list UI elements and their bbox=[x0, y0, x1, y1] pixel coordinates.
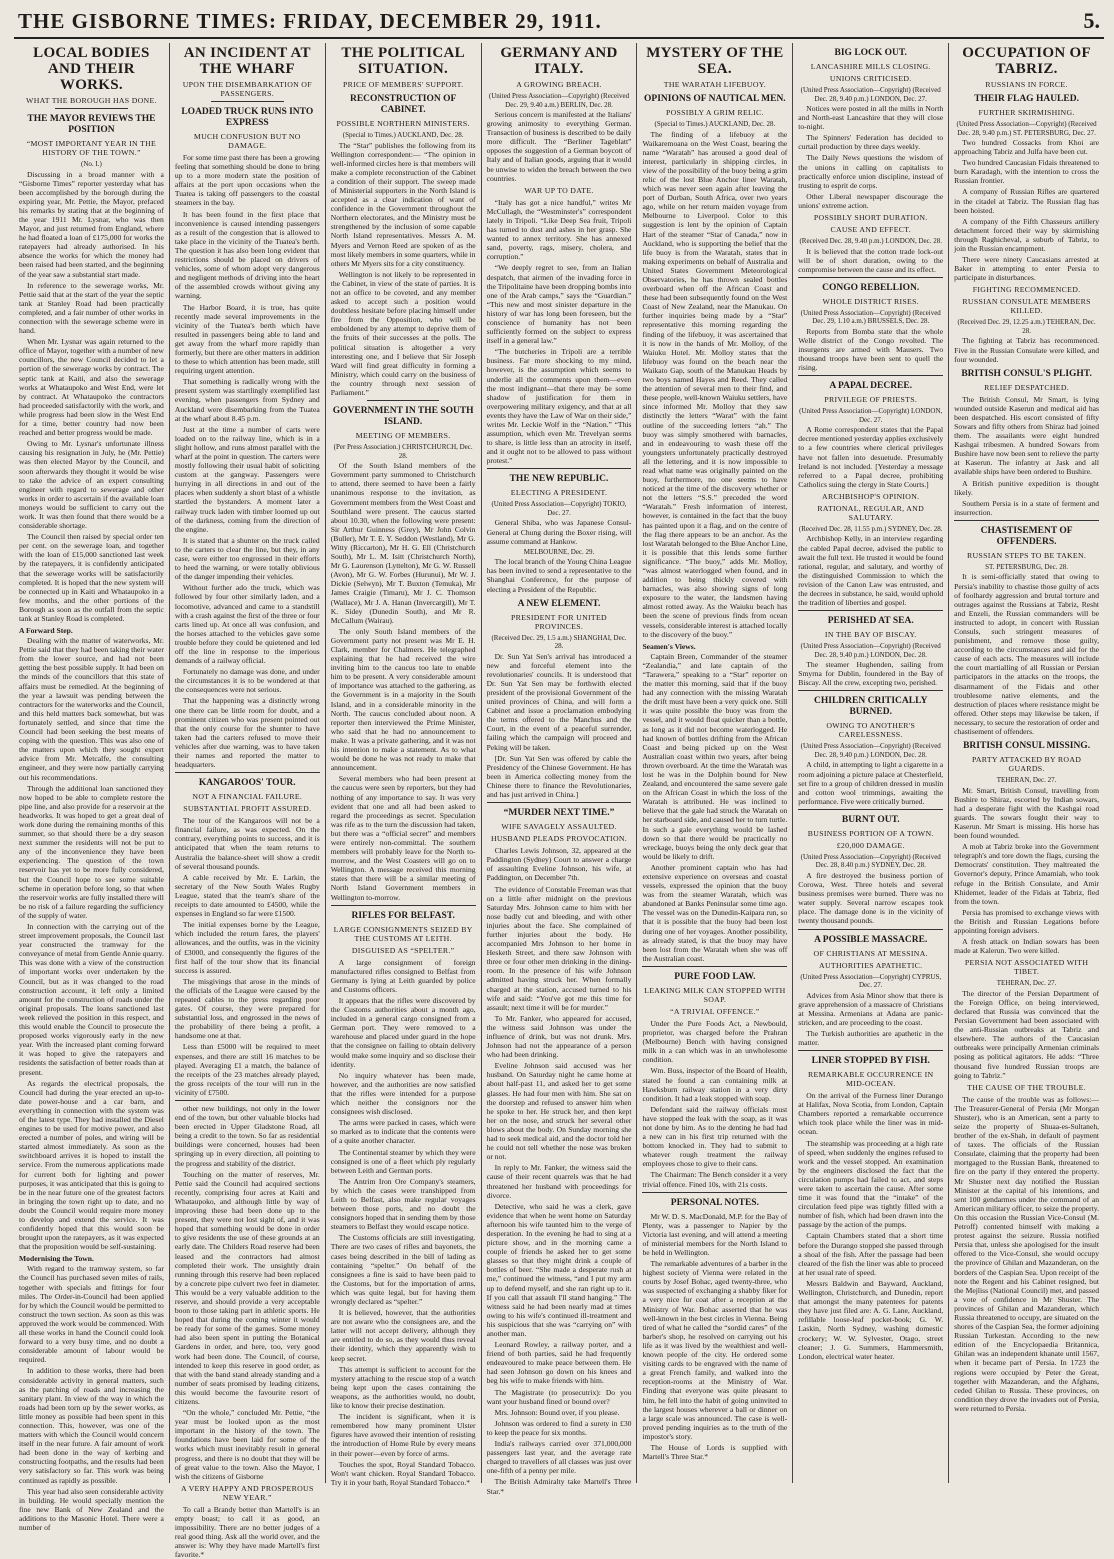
paragraph: “We deeply regret to see, from an Italian despatch, that airmen of the invading force in the Tripolitaine have been dropping bombs into one of the Arab camps,” says the “Guardian.” “This new and most sinister departure in the history of war has long been foreseen, but the conscience of humanity has not been sufficiently formed on the subject to express itself in a general law.” bbox=[486, 263, 632, 346]
paragraph: The British Consul, Mr Smart, is lying wounded outside Kaserun and medical aid has been despatched. His escort consisted of fifty Sowars and fifty others from Shiraz had joined them. The assailants were eight hundred Kashgai tribesmen. A hundred Sowars from Bushire have now been sent to relieve the party at Kaserun. The infantry at Jask and all available ships have been ordered to Bushire. bbox=[954, 394, 1100, 477]
subheadline: LINER STOPPED BY FISH. bbox=[811, 1056, 930, 1067]
subheadline: CHILDREN CRITICALLY BURNED. bbox=[814, 696, 928, 718]
paragraph: Archbishop Kelly, in an interview regarding the cabled Papal decree, advised the public to await the full text. He trusted it would be found rational, regular, and salutary, and worthy of the distinguished Commission to which the revision of the Canon Law was entrusted, and the decrees in substance, he said, would uphold the tradition of liberties and gospel. bbox=[798, 534, 944, 608]
paragraph: The tour of the Kangaroos will not be a financial failure, as was expected. On the contrary, everything points to success, and it is anticipated that when the team returns to Australia the balance-sheet will show a credit of several thousand pounds. bbox=[174, 816, 320, 871]
paragraph: The Continental steamer by which they were consigned is one of a fleet which ply regularly between Leith and German ports. bbox=[330, 1147, 476, 1175]
column-4 bbox=[482, 43, 638, 1496]
paragraph: It is semi-officially stated that owing to Persia's inability to chastise those guilty of acts of foolhardy aggression and brutal torture and outrages against the Russians at Tabriz, Resht and Enzeli, the Russian commanders will be instructed to adopt, in concert with Russian Consuls, such stringent measures of punishment, and remove those guilty, according to the circumstances and aid for the cause of each acts. The measures will include the court martialling of all Russian or Persian participators in the attacks on the troops, the disarmament of the Fidais and other troublesome native elements, and the destruction of places where resistance might be offered. Other steps may likewise be taken, if necessary, to secure the restoration of order and chastisement of offenders. bbox=[954, 572, 1100, 736]
subheading: “A TRIVIAL OFFENCE.” bbox=[670, 1006, 760, 1016]
subheadline: CHASTISEMENT OF OFFENDERS. bbox=[980, 525, 1073, 547]
paragraph: No inquiry whatever has been made, however, and the authorities are now satisfied that the rifles were intended for a purpose which neither the consignors nor the consignees wish disclosed. bbox=[330, 1070, 476, 1117]
section-heading: A Forward Step. bbox=[19, 626, 73, 636]
paragraph: The local branch of the Young China League has been invited to send a representative to the Shanghai Conference, for the purpose of electing a President of the Republic. bbox=[486, 557, 632, 594]
subheading: PERSIA NOT ASSOCIATED WITH TIBET. bbox=[964, 958, 1089, 977]
paragraph: On the arrival of the Furness liner Durango at Halifax, Nova Scotia, from London, Captain Chambers reported a remarkable occurrence which took place while the liner was in mid-ocean. bbox=[798, 1091, 944, 1137]
paragraph: Captain Chambers stated that a short time before the Durango stopped she passed through a shoal of the fish. After the passage had been cleared of the fish the liner was able to proceed at her usual rate of speed. bbox=[798, 1231, 944, 1277]
subheading: RATIONAL, REGULAR, AND SALUTARY. bbox=[817, 503, 925, 522]
paragraph: A company of the Fifth Chasseurs artillery detachment forced their way by skirmishing through Raghicheval, a suburb of Tabriz, to join the Russian encampment. bbox=[954, 216, 1100, 254]
paragraph: General Shiba, who was Japanese Consul-General at Chung during the Boxer rising, will assume command at Hankow. bbox=[486, 518, 632, 546]
subheading: WHOLE DISTRICT RISES. bbox=[822, 296, 919, 306]
paragraph: A mob at Tabriz broke into the Government telegraph's and tore down the flags, cursing the Democrats' constitution. They maltreated the Governor's deputy, Prince Amamiah, who took refuge in the British Consulate, and Amir Khidemet, leader of the Fidais at Tabriz, fled from the town. bbox=[954, 842, 1100, 906]
subheading: POSSIBLY SHORT DURATION. bbox=[813, 213, 928, 223]
column-6 bbox=[793, 43, 949, 1483]
divider bbox=[175, 1100, 320, 1101]
subheadline: THE NEW REPUBLIC. bbox=[509, 474, 609, 485]
subheading: ARCHBISHOP'S OPINION. bbox=[822, 491, 920, 501]
paragraph: The Chairman: The Bench consider it a very trivial offence. Fined 10s, with 21s costs. bbox=[642, 1170, 788, 1189]
dateline: (Received Dec. 29, 12.25 a.m.) TEHERAN, Dec. 28. bbox=[957, 318, 1096, 335]
dateline: (United Press Association—Copyright) (Received Dec. 28, 8.40 p.m.) SYDNEY, Dec. 28. bbox=[800, 852, 941, 870]
subheadline: BURNT OUT. bbox=[841, 814, 900, 825]
paragraph: The Customs officials are still investigating. There are two cases of rifles and bayonets, the cases being described in the bill of lading as containing “spelter.” On behalf of the consignees a fine is said to have been paid to the Customs, but for the importation of arms, which was quite legal, but for having them wrongly declared as “spelter.” bbox=[330, 1233, 476, 1306]
paragraph: When Mr. Lysnar was again returned to the office of Mayor, together with a number of new councillors, the new Council decided to let a portion of the sewerage works by contract. The septic tank at Kaiti, and also the sewerage works at Whataupoko and West End, were let by contract. At Whataupoko the contractors had proceeded satisfactorily with the work, and while progress had been slow in the West End for a time, better country had now been reached and better progress would be made. bbox=[19, 337, 164, 438]
paragraph: Without further ado the truck, which was followed by four other similarly laden, and a locomotive, advanced and came to a standstill with a crash against the first of the three or four carts lined up. At once all was confusion, and the horses attached to the vehicles gave some trouble before they could be quietened and led off the line in response to the imperious demands of a railway official. bbox=[174, 583, 320, 666]
paragraph: Southern Persia is in a state of ferment and insurrection. bbox=[954, 498, 1100, 517]
paragraph: This year had also seen considerable activity in building. He would specially mention the fine new Bank of New Zealand and the additions to the Masonic Hotel. There were a number of bbox=[19, 1486, 164, 1532]
paragraph: The Spinners' Federation has decided to curtail production by three days weekly. bbox=[798, 133, 944, 152]
paragraph: The evidence of Constable Freeman was that on a little after midnight on the previous Saturday Mrs. Johnson came to him with her nose badly cut and bleeding, and with other injuries about the face. She complained of further injuries about the body. He accompanied Mrs Johnson to her home in Hesketh Street, and there saw Johnson with three or four other men drinking in the dining-room. In the presence of his wife Johnson admitted having struck her. When formally charged at the station, accused turned to his wife and said: “You've got me this time for assault; next time it will be for murder.” bbox=[486, 884, 632, 1012]
subheading: FURTHER SKIRMISHING. bbox=[978, 108, 1075, 117]
subheadline: PERSONAL NOTES. bbox=[670, 1197, 759, 1208]
paragraph: “The butcheries in Tripoli are a terrible business. Far more shocking to my mind, however, is the assumption which seems to underlie all the comments upon them—even the most indignant—that there may be some shadow of justification for them in overpowering military exigency, and that at all events they have the Law of War on their side,” writes Mr. Leckie Wolf in the “Nation.” “This assumption, which even Mr. Trevelyan seems to share, is little less than an atrocity in itself, and it ought not to be allowed to pass without protest.” bbox=[486, 347, 632, 466]
subheading: MUCH CONFUSION BUT NO DAMAGE. bbox=[193, 132, 301, 150]
paragraph: Leonard Rowley, a railway porter, and a friend of both parties, said he had frequently endeavoured to make peace between them. He had seen Johnson go down on his knees and beg his wife to make friends with him. bbox=[486, 1340, 632, 1386]
subheading: PRICE OF MEMBERS' SUPPORT. bbox=[342, 80, 464, 89]
subheading: AUTHORITIES APATHETIC. bbox=[819, 960, 923, 970]
paragraph: A Rome correspondent states that the Papal decree mentioned yesterday applies exclusively to a few countries where clerical privileges have not fallen into desuetude. Presumably Ireland is not included. [Yesterday a message referred to a Papal decree, prohibiting Catholics suing the clergy in State Courts.] bbox=[798, 425, 944, 489]
subheadline: BRITISH CONSUL'S PLIGHT. bbox=[961, 368, 1092, 379]
paragraph: The Antrim Iron Ore Company's steamers, by which the cases were transhipped from Leith to Belfast, also make regular voyages between those ports, and no doubt the consignors hoped that in sending them by those steamers to Belfast they would escape notice. bbox=[330, 1176, 476, 1232]
paragraph: Defendant said the railway officials must have stopped the leak with the soap, as it was not done by him. As to the denting he had had a new can in his first trip returned with the bottom knocked in. They had to submit to whatever rough treatment the railway employees chose to give to their cans. bbox=[642, 1104, 788, 1169]
subheading: FIGHTING RECOMMENCED. bbox=[972, 285, 1081, 295]
column-1 bbox=[14, 43, 170, 1532]
subheadline: BIG LOCK OUT. bbox=[834, 48, 907, 58]
headline: THE POLITICAL SITUATION. bbox=[341, 45, 465, 77]
subheading: THE CAUSE OF THE TROUBLE. bbox=[967, 1082, 1086, 1092]
paragraph: Under the Pure Foods Act, a Newbould, proprietor, was charged before the Prahran (Melbourne) Bench with having consigned milk in a can which was in an unwholesome condition. bbox=[642, 1018, 788, 1065]
dateline: (Received Dec. 28, 11.55 p.m.) SYDNEY, Dec. 28. bbox=[798, 524, 943, 533]
dateline: (United Press Association—Copyright) (Received Dec. 28, 9.40 p.m.) LONDON, Dec. 28. bbox=[800, 742, 941, 759]
paragraph: The Council then raised by special order ten per cent. on the sewerage loan, and together with the loan of £15,000 sanctioned last week by the ratepayers, it is confidently anticipated that the sewerage works will be satisfactorily completed. It is hoped that the new system will be connected up in Kaiti and Whataupoko in a few months, and the other portions of the Borough as soon as the outfall from the septic tank at Stanley Road is completed. bbox=[19, 532, 164, 623]
paragraph: Serious concern is manifested at the Italians' growing animosity to everything German. Transaction of business is described to be daily more difficult. The “Berliner Tageblatt” opposes the suggestion of a German boycott of Italy and of Italian goods, arguing that it would be unwise to widen the breach between the two countries. bbox=[486, 110, 632, 183]
paragraph: The misgivings that arose in the minds of the officials of the League were caused by the repeated cables to the press regarding poor gates. Of course, they were prepared for substantial loss, and engrossed in the news of the probability of there being a profit, a handsome one at that. bbox=[174, 976, 320, 1041]
column-5 bbox=[637, 43, 793, 1483]
paragraph: The director of the Persian Department of the Foreign Office, on being interviewed, declared that Russia was convinced that the Persian Government had been associated with the anti-Russian outbreaks at Tabriz and elsewhere. The authors of the Caucasian outbreaks were principally Armenian criminals posing as political agitators. He adds: “Three thousand five hundred Russian troops are going to Tabriz.” bbox=[954, 988, 1100, 1080]
subheading: PRIVILEGE OF PRIESTS. bbox=[824, 395, 918, 405]
subheadline: RECONSTRUCTION OF CABINET. bbox=[349, 94, 457, 115]
paragraph: Mr W. D. S. MacDonald, M.P. for the Bay of Plenty, was a passenger to Napier by the Victoria last evening, and will attend a meeting of ministerial members for the North Island to be held in Wellington. bbox=[642, 1211, 788, 1257]
dateline: (United Press Association—Copyright) (Received Dec. 28, 9.40 p.m.) LONDON, Dec. 28. bbox=[800, 642, 941, 659]
paragraph: [Dr. Sun Yat Sen was offered by cable the Presidency of the Chinese Government. He has been in America collecting money from the Chinese there to finance the Revolutionaries, and has just arrived in China.] bbox=[486, 753, 632, 800]
subheadline: KANGAROOS' TOUR. bbox=[198, 778, 296, 789]
subheadline: THE MAYOR REVIEWS THE POSITION bbox=[27, 114, 156, 135]
subheading: RUSSIANS IN FORCE. bbox=[985, 80, 1068, 89]
column-2 bbox=[170, 43, 326, 1559]
subheading: A GROWING BREACH. bbox=[516, 80, 602, 89]
paragraph: The Turkish authorities are apathetic in the matter. bbox=[798, 1028, 944, 1047]
paragraph: Less than £5000 will be required to meet expenses, and there are still 16 matches to be played. Averaging £1 a match, the balance of the receipts of the 23 matches already played, the gross receipts of the tour will run in the vicinity of £7500. bbox=[174, 1042, 320, 1097]
paragraph: Two hundred Cossacks from Khoi are approaching Tabriz and Julfa have been cut. bbox=[954, 138, 1100, 157]
paragraph: In connection with the carrying out of the street improvement proposals, the Council last year constructed the tramway for the conveyance of metal from Gentle Annie quarry. This was done with a view of the construction of important works over undertaken by the Council, but as it was changed to the road construction account, it left only a limited amount for the construction of roads under the original proposals. The loans sanctioned last week relieved the position in this respect, and this would enable the Council to prosecute the proposed works vigorously early in the new year. With the increased plant coming forward it was hoped to give the ratepayers and residents the satisfaction of better roads than at present. bbox=[19, 922, 164, 1077]
paragraph: Several members who had been present at the caucus were seen by reporters, but they had nothing of any importance to say. It was very evident that one and all had been asked to regard the proceedings as secret. Speculation was rife as to the turn the discussion had taken, but there was a “official secret” and members were entirely non-committal. The southern members will probably leave for the North to-morrow, and the West Coasters will go on to Wellington. A message received this morning states that there will be a similar meeting of North Island Government members in Wellington to-morrow. bbox=[330, 774, 476, 902]
paragraph: Fortunately no damage was done, and under the circumstances it is to be wondered at that the consequences were not serious. bbox=[174, 667, 320, 695]
subheading: OWING TO ANOTHER'S CARELESSNESS. bbox=[826, 721, 916, 740]
paragraph: As regards the electrical proposals, the Council had during the year erected an up-to-date power-house and a car barn, and everything in connection with the system was of the latest type. They had installed the Diesel engines to be used for motive power, and also erected a number of poles, and wiring will be started almost immediately. As soon as the switchboard arrives it is hoped to install the service. From the numerous applications made for current both for lighting and power purposes, it was anticipated that this is going to be in the near future one of the greatest factors in bringing the town right up to date, and no doubt the Council would require more money to develop and extend the service. It was confidently hoped that this would soon be brought upon the ratepayers, as it was expected that the proposition would be self-sustaining. bbox=[19, 1078, 164, 1252]
page-number: 5. bbox=[1083, 8, 1100, 33]
divider bbox=[331, 905, 476, 906]
paragraph: It appears that the rifles were discovered by the Customs authorities about a month ago, included in a general cargo consigned from a German port. They were removed to a warehouse and placed under guard in the hope that the consignee on failing to obtain delivery would make some inquiry and so disclose their identity. bbox=[330, 996, 476, 1069]
paragraph: Another prominent captain who has had extensive experience on overseas and coastal vessels, expressed the opinion that the buoy was from the steamer Waratah, which was abandoned at Banks Peninsular some time ago. The vessel was on the Dunedin-Kaipara run, so that it is possible that the buoy had been lost during one of her voyages. Another possibility, as already stated, is that the buoy may have been lost from the Waratah when she was off the Australian coast. bbox=[642, 862, 788, 963]
paragraph: India's railways carried over 371,000,000 passengers last year, and the average rate charged to travellers of all classes was just over one-fifth of a penny per mile. bbox=[486, 1439, 632, 1476]
paragraph: A fresh attack on Indian sowars has been made at Kalerun. Two were killed. bbox=[954, 937, 1100, 956]
paragraph: Eveline Johnson said accused was her husband. On Saturday night he came home at about half-past 11, and asked her to get some glasses. He had four men with him. She sat on the doorstep and refused to answer him when he spoke to her. He struck her, and then kept her on the nose, and struck her several other blows about the body. On Sunday morning she had to seek medical aid, and the doctor told her he could not tell whether the nose was broken or not. bbox=[486, 1061, 632, 1162]
subheading: POSSIBLY A GRIM RELIC. bbox=[665, 108, 764, 117]
paragraph: Two hundred Caucasian Fidais threatened to burn Karadagh, with the intention to cross the Russian frontier. bbox=[954, 158, 1100, 186]
paragraph: Dr. Sun Yat Sen's arrival has introduced a new and forceful element into the revolutionaries' councils. It is understood that Dr. Sun Yat Sen may be forthwith elected president of the provisional Government of the united provinces of China, and will form a Cabinet and issue a proclamation embodying the terms offered to the Manchus and the Court, in the event of a peaceful surrender, failing which the campaign will proceed and Peking will be taken. bbox=[486, 651, 632, 752]
paragraph: Wellington is not likely to be represented in the Cabinet, in view of the state of parties. It is not an office to be coveted, and any member asked to accept such a position would doubtless hesitate before placing himself under fire from the Opposition, who will be emboldened by any attempt to deprive them of the fruits of their successes at the polls. The political situation is altogether a very interesting one, and I believe that Sir Joseph Ward will find great difficulty in forming a Ministry, which could carry on the business of the country through next session of Parliament.” bbox=[330, 269, 476, 398]
subheading: UPON THE DISEMBARKATION OF PASSENGERS. bbox=[182, 80, 312, 98]
subheading: SUBSTANTIAL PROFIT ASSURED. bbox=[183, 804, 312, 814]
subheadline: OPINIONS OF NAUTICAL MEN. bbox=[644, 94, 786, 104]
subheading: ELECTING A PRESIDENT. bbox=[510, 488, 608, 498]
paragraph: Reports from Bomba state that the whole Welle district of the Congo revolted. The insurgents are armed with Mausers. Two thousand troops have been sent to quell the rising. bbox=[798, 326, 944, 373]
divider bbox=[642, 966, 787, 967]
paragraph: A British punitive expedition is thought likely. bbox=[954, 478, 1100, 497]
subheadline: GOVERNMENT IN THE SOUTH ISLAND. bbox=[332, 406, 474, 428]
paragraph: The Magistrate (to prosecutrix): Do you want your husband fined or bound over? bbox=[486, 1387, 632, 1406]
paragraph: Detective, who said he was a clerk, gave evidence that when he went home on Saturday afternoon his wife taunted him to the verge of desperation. In the evening he had to sing at a picture show, and in the morning came a couple of friends he asked her to get some glasses so that they might drink a couple of bottles of beer. “She made a desperate rush at me,” continued the witness, “and I put my arm up to defend myself, and she ran right up to it. If you call that assault I'll stand hanging.” The witness said he had been nearly mad at times owing to his wife's continued ill-treatment and his suspicious that she was “carrying on” with another man. bbox=[486, 1201, 632, 1338]
paragraph: It is believed, however, that the authorities are not aware who the consignees are, and the latter will not accept delivery, although they are entitled to do so, as they would thus reveal their identity, which they apparently wish to keep secret. bbox=[330, 1308, 476, 1363]
divider bbox=[954, 520, 1099, 521]
paragraph: The Daily News questions the wisdom of the unions in calling on capitalists to practically enforce union discipline, instead of trusting to esprit de corps. bbox=[798, 153, 944, 190]
paragraph: “Italy has got a nice handful,” writes Mr McCullagh, the “Westminster's” correspondent lately in Tripoli. “Like Deep Sea fruit, Tripoli has turned to dust and ashes in her grasp. She wanted to annex territory. She has annexed sand, poverty, rags, misery, cholera, and corruption.” bbox=[486, 197, 632, 262]
dateline: (Special to Times.) AUCKLAND, Dec. 28. bbox=[342, 131, 464, 139]
divider bbox=[211, 101, 283, 102]
divider bbox=[487, 802, 632, 803]
dateline: ST. PETERSBURG, Dec. 28. bbox=[985, 562, 1069, 571]
dateline: (Special to Times.) AUCKLAND, Dec. 28. bbox=[654, 120, 776, 128]
headline: OCCUPATION OF TABRIZ. bbox=[962, 45, 1091, 77]
dateline: TEHERAN, Dec. 27. bbox=[996, 979, 1057, 988]
section-heading: Seamen's Views. bbox=[642, 641, 696, 651]
paragraph: With regard to the tramway system, so far the Council has purchased seven miles of rails, together with specials and fittings for four miles. The Order-in-Council had been applied for by which the Council would be permitted to construct the town section. As soon as this was approved the work would be commenced. With all these works in hand the Council could look forward to a very busy time, and no doubt a considerable amount of labour would be required. bbox=[19, 1264, 164, 1365]
subheading: NOT A FINANCIAL FAILURE. bbox=[192, 792, 303, 802]
paragraph: other new buildings, not only in the lower end of the town, but other valuable blocks had been erected in Upper Gladstone Road, all being a credit to the town. So far as residential buildings were concerned, houses had been springing up in every direction, all pointing to the progress and stability of the district. bbox=[174, 1104, 320, 1168]
divider bbox=[798, 610, 943, 611]
subheading: RUSSIAN CONSULATE MEMBERS KILLED. bbox=[962, 297, 1091, 316]
subheadline: A NEW ELEMENT. bbox=[517, 598, 601, 609]
dateline: (United Press Association—Copyright) (Received Dec. 28, 9.40 p.m.) ST. PETERSBURG, Dec. 27. bbox=[956, 120, 1097, 137]
paragraph: Mrs. Johnson: Bound over, if you please. bbox=[494, 1407, 620, 1417]
advertisement: Touches the spot, Royal Standard Tobacco. Won't want chicken. Royal Standard Tobacco. Try it in your bath, Royal Standard Tobacco.* bbox=[330, 1459, 476, 1487]
headline: GERMANY AND ITALY. bbox=[500, 45, 618, 77]
paragraph: To Mr. Fanker, who appeared for accused, the witness said Johnson was under the influence of drink, but was not drunk. Mrs. Johnson had not the appearance of a person who had been drinking. bbox=[486, 1013, 632, 1060]
paragraph: A child, in attempting to light a cigarette in a room adjoining a picture palace at Chesterfield, set fire to a group of children dressed in muslin and cotton wool trimmings, awaiting the performance. Five were critically burned. bbox=[798, 760, 944, 806]
paragraph: Messrs Baldwin and Bayward, Auckland, Wellington, Christchurch, and Dunedin, report that amongst the many patentees for patents they have just filed are: A. G. Lane, Auckland, refillable loose-leaf pocket-book; G. W. Laskin, North Sydney, washing domestic crockery; W. W. Sylvester, Otago, street cleaner; J. G. Summers, Hammersmith, London, electrical water heater. bbox=[798, 1278, 944, 1361]
dateline: (United Press Association—Copyright) (Received Dec. 28, 9.40 p.m.) LONDON, Dec. 27. bbox=[800, 86, 941, 103]
paragraph: It is stated that a shunter on the truck called to the carters to clear the line, but they, in any case, were either too engrossed in their efforts to heed the warning, or were totally oblivious of the danger impending their vehicles. bbox=[174, 535, 320, 582]
subheading: WAR UP TO DATE. bbox=[524, 185, 594, 195]
subheading: THE WARATAH LIFEBUOY. bbox=[663, 80, 766, 89]
subheading: IN THE BAY OF BISCAY. bbox=[824, 630, 917, 640]
paragraph: The incident is significant, when it is remembered how many prominent Ulster figures have avowed their intention of resisting the introduction of Home Rule by every means in their power—even by force of arms. bbox=[330, 1412, 476, 1458]
subheadline: A PAPAL DECREE. bbox=[829, 381, 913, 392]
paragraph: That something is radically wrong with the present system was startlingly exemplified last evening, when passengers from Sydney and Auckland were disembarking from the Tuatea at the wharf about 8.45 p.m. bbox=[174, 377, 320, 423]
subheading: REMARKABLE OCCURRENCE IN MID-OCEAN. bbox=[807, 1070, 934, 1089]
paragraph: In addition to these works, there had been considerable activity in general matters, such as the patching of roads and increasing the sanitary plant. In view of the way in which the roads had been torn up by the sewer works, as little money as possible had been spent in this connection. This, however, was one of the matters with which the Council would concern itself in the near future. A fair amount of work had been done in the way of kerbing and constructing footpaths, and the results had been very satisfactory so far. This work was being continued as rapidly as possible. bbox=[19, 1366, 164, 1485]
subheading: “MOST IMPORTANT YEAR IN THE HISTORY OF THE TOWN.” bbox=[26, 139, 157, 157]
paragraph: The cause of the trouble was as follows:—The Treasurer-General of Persia (Mr Morgan Shuster), who is an American, sent a party to seize the property of Shuaa-es-Sultaneh, brother of the ex-Shah, in default of payment of taxes. The officials of the Russian Consulate, claiming that the property had been mortgaged to the Russian Bank, threatened to fire on the party if they entered the property. Mr Shuster next day notified the Russian Minister at the capital of his intentions, and sent 100 gendarmes under the command of an American military officer, to seize the property. On this occasion the Russian Vice-Consul (M. Petroff) contented himself with making a protest against the seizure. Russia notified Persia that, unless she apologised for the insult offered to the Vice-Consul, she would occupy the province of Ghilan and Mazanderan, on the borders of the Caspian Sea. Upon receipt of the note the Regent and his Cabinet resigned, but the Mejliss (National Council) met, and passed a vote of confidence in Mr Shuster. The provinces of Ghilan and Mazanderan, which Russia threatened to occupy, are situated on the shores of the Caspian Sea, the former adjoining Russian Turkestan. According to the new edition of the Encyclopaedia Britannica, Ghilan was an independent khanate until 1567, when it became part of Persia. In 1723 the regions were occupied by Peter the Great, together with Mazanderan, and the Afghans, ceded Ghilan to Russia. These provinces, on condition they drove the invaders out of Persia, were returned to Persia. bbox=[954, 1094, 1100, 1413]
subheading: UNIONS CRITICISED. bbox=[829, 74, 912, 83]
paragraph: The fighting at Tabriz has recommenced. Five in the Russian Consulate were killed, and four wounded. bbox=[954, 336, 1100, 364]
divider bbox=[798, 929, 943, 930]
subheadline: “MURDER NEXT TIME.” bbox=[503, 808, 615, 819]
subheadline: BRITISH CONSUL MISSING. bbox=[963, 741, 1091, 752]
divider bbox=[487, 468, 632, 469]
subheadline: THEIR FLAG HAULED. bbox=[974, 94, 1079, 104]
part-number: (No. I.) bbox=[81, 160, 102, 168]
paragraph: It is believed that the cotton trade lock-out will be of short duration, owing to the compromise between the cause and its effect. bbox=[798, 246, 944, 274]
paragraph: The Harbor Board, it is true, has quite recently made several improvements in the vicinity of the Tuatea's berth which have resulted in passengers being able to land and get away from the wharf more rapidly than formerly, but there are other matters in addition to these to which attention has been made, still requiring urgent attention. bbox=[174, 302, 320, 376]
paragraph: The only South Island members of the Government party not present was Mr E. H. Clark, member for Chalmers. He telegraphed explaining that he had received the wire inviting him to the caucus too late to enable him to be present. A very considerable amount of importance was attached to the gathering, as the Government is in a majority in the South Island, and in a considerable minority in the North. The caucus concluded about noon. A reporter then interviewed the Prime Minister, who said that he had no announcement to make. It was a private gathering, and it was not his intention to make a statement. As to what would be done he was not ready to make that announcement. bbox=[330, 626, 476, 773]
dateline: (United Press Association—Copyright) CYPRUS, Dec. 27. bbox=[800, 972, 942, 989]
divider bbox=[798, 809, 943, 810]
divider bbox=[798, 690, 943, 691]
subheading: WHAT THE BOROUGH HAS DONE. bbox=[26, 96, 157, 105]
paragraph: Owing to Mr. Lysnar's unfortunate illness causing his resignation in July, he (Mr. Pettie) was then elected Mayor by the Council, and soon afterwards they thought it would be wise to take the advice of an expert consulting engineer with regard to sewerage and other works in order to ascertain if the available loan moneys would be sufficient to carry out the work. It was then found that there would be a considerable shortage. bbox=[19, 439, 164, 531]
subheading: PARTY ATTACKED BY ROAD GUARDS. bbox=[971, 755, 1082, 774]
advertisement: The House of Lords is supplied with Martell's Three Star.* bbox=[642, 1442, 788, 1462]
subheading: LEAKING MILK CAN STOPPED WITH SOAP. bbox=[644, 985, 786, 1004]
paragraph: Through the additional loan sanctioned they now hoped to be able to complete restore the pipe line, and also provide for a reservoir at the headworks. It was hoped to get a great deal of work done during the remaining months of this summer, so that should there be a dry season next summer the residents will not be put to any of the inconvenience they have been experiencing. The question of the town reservoir has yet to be more fully considered, but the Council hope to see some suitable scheme in operation before long, so that when the reservoir works are fully installed there will be no risk of a failure regarding the sufficiency of the supply of water. bbox=[19, 783, 164, 920]
paragraph: Johnson was ordered to find a surety in £30 to keep the peace for six months. bbox=[486, 1418, 632, 1437]
subheadline: LOADED TRUCK RUNS INTO EXPRESS bbox=[181, 107, 314, 128]
paragraph: This attempt is sufficient to account for the mystery attaching to the rescue stop of a watch being kept upon the cases containing the weapons, as the authorities would, no doubt, like to know their precise destination. bbox=[330, 1364, 476, 1411]
subheading: £20,000 DAMAGE. bbox=[836, 840, 905, 850]
paragraph: The steamer Hughenden, sailing from Smyrna for Dublin, foundered in the Bay of Biscay. All the crew, excepting two, perished. bbox=[798, 660, 944, 688]
paragraph: Persia has promised to exchange views with the British and Russian Legations before appointing foreign advisers. bbox=[954, 907, 1100, 935]
paragraph: Touching on the matter of reserves, Mr. Pettie said the Council had acquired sections recently, comprising four acres at Kaiti and Whataupoko, and although little by way of improving these had been done up to the present, they were not lost sight of, and it was hoped that something would be done in order to give residents the use of these grounds at an early date. The Childers Road reserve had been leased and the contractors had almost completed their work. The unsightly drain running through this reserve had been replaced by a concrete pipe culvert two feet in diameter. This would be a very valuable addition to the reserve, and should provide a very acceptable boon to those taking part in athletic sports. He hoped that during the coming winter it would be ready for some of the games. Some money had also been spent in putting the Botanical Gardens in order, and here, too, very good work had been done. The Council, of course, intended to keep this reserve in good order, as that with the band stand already standing and a number of seats promised by leading citizens, this would become the favourite resort of citizens. bbox=[174, 1169, 320, 1406]
divider bbox=[642, 1192, 787, 1193]
divider bbox=[798, 375, 943, 376]
paragraph: The arms were packed in cases, which were so marked as to indicate that the contents were of a quite another character. bbox=[330, 1118, 476, 1146]
subheading: BUSINESS PORTION OF A TOWN. bbox=[807, 828, 934, 838]
paragraph: In reply to Mr. Fanker, the witness said the cause of their recent quarrels was that he had threatened her husband with proceedings for divorce. bbox=[486, 1163, 632, 1200]
divider bbox=[798, 1050, 943, 1051]
dateline: (United Press Association—Copyright) LONDON, Dec. 27. bbox=[799, 407, 943, 424]
paragraph: It has been found in the first place that inconvenience is caused intending passengers as a result of the congestion that is allowed to take place in the vicinity of the Tuatea's berth. The question it has also been long evident that restrictions should be placed on drivers of vehicles, some of whom adopt very dangerous and negligent methods of driving into the heart of the assembled crowds without giving any warning. bbox=[174, 209, 320, 301]
section-heading: Modernising the Town. bbox=[19, 1254, 94, 1264]
advertisement: The British Admiralty take Martell's Three Star.* bbox=[486, 1477, 632, 1496]
paragraph: A company of Russian Rifles are quartered in the citadel at Tabriz. The Russian flag has been hoisted. bbox=[954, 187, 1100, 215]
subheading: WIFE SAVAGELY ASSAULTED. bbox=[501, 822, 617, 832]
paragraph: That the happening was a distinctly wrong one there can be little room for doubt, and a prominent citizen who was present pointed out that the only course for the shunter to have taken had the carters refused to move their vehicles after due warning, was to have taken their names and reported the matter to headquarters. bbox=[174, 696, 320, 770]
dateline: (United Press Association—Copyright) (Received Dec. 29, 9.40 a.m.) BERLIN, Dec. 28. bbox=[488, 92, 630, 109]
subheadline: PERISHED AT SEA. bbox=[827, 616, 914, 627]
column-7 bbox=[949, 43, 1104, 1483]
subheading: RELIEF DESPATCHED. bbox=[984, 382, 1069, 392]
dateline: (Per Press Association.) CHRISTCHURCH, Dec. 28. bbox=[333, 443, 473, 460]
subheading: RUSSIAN STEPS TO BE TAKEN. bbox=[967, 550, 1087, 560]
subheadline: PURE FOOD LAW. bbox=[674, 971, 756, 982]
divider bbox=[55, 108, 127, 109]
subheadline: CONGO REBELLION. bbox=[822, 282, 920, 293]
paragraph: “On the whole,” concluded Mr. Pettie, “the year must be looked upon as the most important in the history of the town. The foundations have been laid for some of the works which must inevitably result in general progress, and there is no doubt that they will be of great value to the town. Also the Mayor, I wish the citizens of Gisborne bbox=[174, 1408, 320, 1481]
paragraph: There were ninety Caucasians arrested at Baker in attempting to enter Persia to participate in disturbances. bbox=[954, 255, 1100, 283]
subheading: PRESIDENT FOR UNITED PROVINCES. bbox=[511, 612, 607, 631]
headline: LOCAL BODIES AND THEIR WORKS. bbox=[33, 45, 150, 93]
dateline: (Received Dec. 29, 1.5 a.m.) SHANGHAI, Dec. 28. bbox=[491, 633, 627, 651]
subheading: LARGE CONSIGNMENTS SEIZED BY THE CUSTOMS AT LEITH. bbox=[333, 924, 473, 943]
columns bbox=[14, 43, 1104, 1559]
paragraph: The “Star” publishes the following from its Wellington correspondent:— “The opinion in well-informed circles here is that members will make a complete reconstruction of the Cabinet a condition of their support. The sweep made of Ministerial supporters in the North Island is accepted as a clear indication of want of confidence in the Government throughout the Northern electorates, and the Ministry must be strengthened by the inclusion of some capable North Island representatives. Messrs A. M. Myers and Vernon Reed are spoken of as the most likely members in some quarters, while in others Mr Myers sits for a city constituency. bbox=[330, 140, 476, 268]
paragraph: Charles Lewis Johnson, 32, appeared at the Paddington (Sydney) Court to answer a charge of assaulting Eveline Johnson, his wife, at Paddington, on December 7th. bbox=[486, 846, 632, 883]
paragraph: Mr. Smart, British Consul, travelling from Bushire to Shiraz, escorted by Indian sowars, had a desperate fight with the Kashgai road guards. The sowars fought their way to Kaserun. Mr Smart is missing. His horse has been found wounded. bbox=[954, 785, 1100, 841]
masthead bbox=[14, 8, 1104, 39]
paragraph: In reference to the sewerage works, Mr. Pettie said that at the start of the year the septic tank at Stanley Road had been practically completed, and a fair number of other works in connection with the sewerage scheme were in hand. bbox=[19, 280, 164, 336]
paragraph: The remarkable adventures of a barber in the highest society of Vienna were related in the courts by Josef Bohac, aged twenty-three, who was suspected of exchanging a shabby fiker for a very nice fur coat after a reception at the Ministry of War. Bohac asserted that he was well-known in the best circles in Vienna. Being tired of what he called the “sordid cares” of the barber's shop, he resolved on carrying out his life as it was lived by the wealthiest and well-known people of the city. He ordered some visiting cards to be engraved with the name of a great French family, and walked into the reception-rooms at the Ministry of War. Finding that everyone was quite pleasant to him, he fell into the habit of going uninvited to the largest houses wherever a ball or dinner on a large scale was announced. The case is well-proved pending inquiries as to the truth of the impostor's story. bbox=[642, 1259, 788, 1441]
subheading: LANCASHIRE MILLS CLOSING. bbox=[810, 62, 931, 71]
dateline: (Received Dec. 28, 9.40 p.m.) LONDON, Dec. 28. bbox=[799, 237, 942, 246]
paragraph: The initial expenses borne by the League, which included the return fares, the players' allowances, and the outfits, was in the vicinity of £3000, and consequently the figures of the first half of the tour show that its financial success is assured. bbox=[174, 920, 320, 975]
paragraph: Notices were posted in all the mills in North and North-east Lancashire that they will close to-night. bbox=[798, 104, 944, 132]
paragraph: A large consignment of foreign manufactured rifles consigned to Belfast from Germany is lying at Leith guarded by police and Customs officers. bbox=[330, 957, 476, 994]
divider bbox=[798, 277, 943, 278]
paragraph: A cable received by Mr. E. Larkin, the secretary of the New South Wales Rugby League, stated that the team's share of the receipts to date amounted to £4500, while the expenses in England so far were £1500. bbox=[174, 872, 320, 919]
advertisement: To call a Brandy better than Martell's is an empty boast; to call it as good, an impossibility. There are no better judges of a real good thing. Ask all the world over, and the answer is: Why they have made Martell's first favorite.* bbox=[174, 1504, 320, 1559]
paragraph: Just at the time a number of carts were loaded on to the railway line, which is in a slight hollow, and runs almost parallel with the wharf at the point in question. The carters were mostly following their usual habit of soliciting custom at the gangway. Passengers were hurrying in all directions in and out of the places when suddenly a short blast of a whistle startled the bystanders. A moment later a railway truck laden with timber loomed up out of the darkness, coming from the direction of the engine. bbox=[174, 424, 320, 534]
paragraph: Captain Breen, Commander of the steamer “Zealandia,” and late captain of the “Tarawera,” speaking to a “Star” reporter on the matter this morning, said that if the buoy had any connection with the missing Waratah the drift must have been a very quick one. Still it was quite possible the buoy was from the vessel, and it would float quicker than a bottle, as long as it did not become waterlogged. He had known of bottles drifting from the African Coast and being picked up on the West Australian coast within two years, after being thrown overboard. At the time the Waratah was lost he was in the Dolphin bound for New Zealand, and encountered the same severe gale on the African Coast in which the loss of the Waratah is attributed. He was inclined to believe that the gale had struck the Waratah on her starboard side, and caused her to turn turtle. In such a gale everything would be lashed down so that there would be practically no wreckage, buoys being the only deck gear that would be likely to drift. bbox=[642, 651, 788, 861]
subheading: HUSBAND PLEADS PROVOCATION. bbox=[490, 834, 628, 844]
divider bbox=[175, 772, 320, 773]
paragraph: The finding of a lifebuoy at the Waikaremoana on the West Coast, bearing the name “Waratah” has aroused a good deal of interest, particularly in shipping circles, in view of the possibility of the buoy being a grim relic of the lost Blue Anchor liner Waratah, which was never seen again after leaving the port of Durban, South Africa, over two years ago, while on her return maiden voyage from Melbourne to Liverpool. Color to this suggestion is lent by the opinion of Captain Hart of the steamer “Star of Canada,” now in Auckland, who is supporting the belief that the life buoy is from the Waratah, states that in making experiments on behalf of Australia and United States Government Meteorological Observatories, he has thrown sealed bottles overboard when off the African Coast and these had been subsequently found on the West Coast of New Zealand, near the Manukau. On further inquiries being made by a “Star” representative this morning regarding the finding of the lifebuoy, it was ascertained that it is now in the hands of Mr. Molloy, of the Waiuku Hotel. Mr. Molloy states that the lifebuoy was found on the beach near the Waikato Gap, south of the Manukau Heads by two boys named Hayes and Reed. They called the attention of several men to their find, and these people, well-known Waiuku settlers, have since informed Mr. Molloy that they saw distinctly the letters “Warat” with the faint outline of the succeeding letters “ah.” The buoy was simply smothered with barnacles, and in endeavouring to wash these off the youngsters unfortunately practically destroyed all the lettering, and it is now impossible to read what name was originally painted on the buoy, furthermore, no one seems to have noticed at the time of the discovery whether or not the letters “S.S.” preceded the word “Waratah.” Fresh information of interest, however, is contained in the fact that the buoy has painted upon it a flag, and on the centre of the flag there appears to be an anchor. As the lost Waratah belonged to the Blue Anchor Line, it is possible that this lends some further significance. “The buoy,” adds Mr. Molloy, “was almost waterlogged when found, and in addition to being thickly covered with barnacles, was also showing signs of long exposure to the water, the landsmen having almost rotted away. As the Waiuku beach has been the scene of previous finds from ocean vessels, considerable interest is attached locally to the discovery of the buoy.” bbox=[642, 129, 788, 639]
paragraph: Wm. Buss, inspector of the Board of Health, stated he found a can containing milk at Hawksburn railway station in a very dirty condition. It had a leak stopped with soap. bbox=[642, 1066, 788, 1103]
paragraph: Advices from Asia Minor show that there is grave apprehension of a massacre of Christians at Messina. Armenians at Adana are panic-stricken, and are proceeding to the coast. bbox=[798, 990, 944, 1027]
paragraph: Other Liberal newspaper discourage the unions' extreme action. bbox=[798, 191, 944, 210]
dateline: (United Press Association—Copyright) (Received Dec. 29, 1.10 a.m.) BRUSSELS, Dec. 28. bbox=[800, 308, 941, 326]
dateline: (United Press Association—Copyright) TOKIO, Dec. 27. bbox=[491, 500, 627, 517]
column-3 bbox=[326, 43, 482, 1487]
subheadline: A POSSIBLE MASSACRE. bbox=[814, 934, 928, 945]
subheading: DISGUISED AS “SPELTER.” bbox=[351, 945, 455, 955]
paragraph: A fire destroyed the business portion of Corowa, West. Three hotels and several business premises were burned. There was no water supply. Several narrow escapes took place. The damage done is in the vicinity of twenty thousand pounds. bbox=[798, 870, 944, 926]
subheading: POSSIBLE NORTHERN MINISTERS. bbox=[336, 119, 470, 128]
paragraph: For some time past there has been a growing feeling that something should be done to bring up to a more modern state the position of affairs at the port upon occasions when the Tuatea is taking off passengers to the coastal steamers in the bay. bbox=[174, 153, 320, 208]
subheading: OF CHRISTIANS AT MESSINA. bbox=[813, 948, 928, 958]
subheading: A VERY HAPPY AND PROSPEROUS NEW YEAR.” bbox=[180, 1483, 314, 1502]
masthead-title: THE GISBORNE TIMES: FRIDAY, DECEMBER 29, 1911. bbox=[18, 9, 602, 33]
dateline: TEHERAN, Dec. 27. bbox=[996, 776, 1057, 785]
paragraph: Of the South Island members of the Government party summoned to Christchurch to attend, there seemed to have been a fairly unanimous response to the invitation, as Government members from the West Coast and Southland were present. The caucus started about 10.30, when the following were present: Sir Arthur Guinness (Grey), Mr John Colvin (Buller), Mr T. E. Y. Seddon (Westland), Mr G. Witty (Riccarton), Mr H. G. Ell (Christchurch South), Mr L. M. Isitt (Christchurch North), Mr G. Laurenson (Lyttelton), Mr G. W. Russell (Avon), Mr G. W. Forbes (Hurunui), Mr W. J. Dickie (Selwyn), Mr T. Buxton (Temuka), Mr James Craigie (Timaru), Mr J. C. Thomson (Wallace), Mr J. A. Hanan (Invercargill), Mr T. K. Sidey (Dunedin South), and Mr R. McCallum (Wairau). bbox=[330, 461, 476, 625]
headline: MYSTERY OF THE SEA. bbox=[646, 45, 784, 77]
dateline: MELBOURNE, Dec. 29. bbox=[523, 547, 595, 556]
paragraph: Dealing with the matter of waterworks, Mr. Pettie said that they had been taking their water from the lower source, and had not been getting the best possible supply. It had been on the minds of the councillors that this state of affairs must be remedied. At the beginning of the year a lawsuit was pending between the contractors for the waterworks and the Council, and this held matters back somewhat, but was fortunately settled, and since that time the Council had been seeking the best means of coping with the question. This was also one of the matters upon which they sought expert advice from Mr. Metcalfe, the consulting engineer, and they were now partially carrying out his recommendations. bbox=[19, 636, 164, 782]
divider bbox=[367, 400, 439, 401]
subheading: MEETING OF MEMBERS. bbox=[355, 431, 451, 441]
paragraph: The steamship was proceeding at a high rate of speed, when suddenly the engines refused to work and the vessel stopped. An examination by the engineers disclosed the fact that the circulation pumps had failed to act, and steps were taken to ascertain the cause. After some time it was found that the “intake” of the circulation feed pipe was tightly filled with a number of fish, which had been drawn into the passage by the action of the pumps. bbox=[798, 1138, 944, 1230]
subheadline: RIFLES FOR BELFAST. bbox=[351, 910, 455, 921]
headline: AN INCIDENT AT THE WHARF bbox=[183, 45, 311, 77]
paragraph: Discussing in a broad manner with a “Gisborne Times” reporter yesterday what has been accomplished by the borough during the expiring year, Mr. Pettie, the Mayor, prefaced his remarks by stating that at the beginning of the year 1911 Mr. Lysnar, who was then Mayor, and just returned from England, where he had floated a loan of £175,000 for works the ratepayers had already authorised. In his absence the works for which the money had been raised had been started, and the beginning of the year saw a substantial start made. bbox=[19, 169, 164, 279]
subheading: CAUSE AND EFFECT. bbox=[830, 225, 911, 235]
